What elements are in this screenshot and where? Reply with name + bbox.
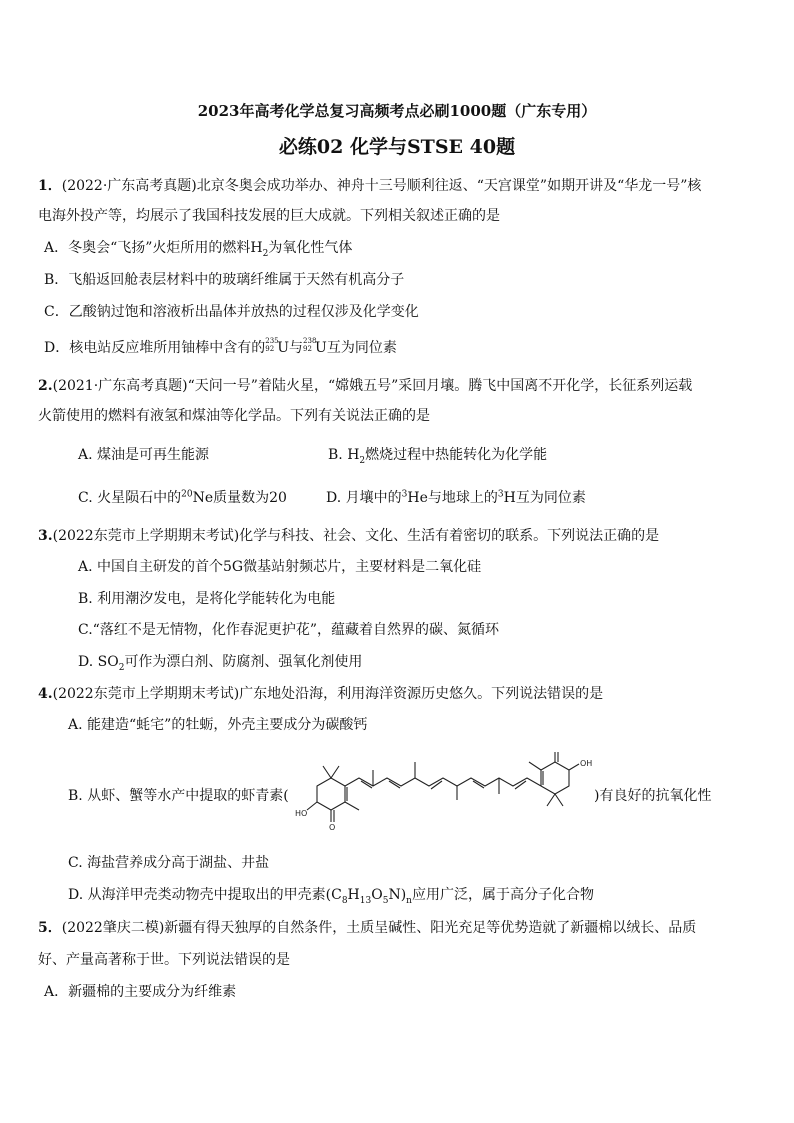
q2-option-d: D. 月壤中的$^3$He与地球上的$^3$H互为同位素: [326, 489, 586, 506]
q2-number: 2.: [38, 378, 53, 394]
q4-option-d: D. 从海洋甲壳类动物壳中提取出的甲壳素$(C_8H_{13}O_5N)_n$应用广泛，属于高分子化合物: [68, 887, 594, 906]
q1-option-b: B．飞船返回舱表层材料中的玻璃纤维属于天然有机高分子: [44, 272, 405, 288]
q4-option-c: C. 海盐营养成分高于湖盐、井盐: [68, 855, 270, 871]
q5-stem-line2: 好、产量高著称于世。下列说法错误的是: [38, 952, 290, 968]
q2-stem-line2: 火箭使用的燃料有液氢和煤油等化学品。下列有关说法正确的是: [38, 408, 430, 424]
q3-option-c: C.“落红不是无情物，化作春泥更护花”，蕴藏着自然界的碳、氮循环: [78, 622, 499, 638]
q2-option-b: B. $H_2$燃烧过程中热能转化为化学能: [328, 447, 548, 466]
document-subtitle: 必练02 化学与STSE 40题: [278, 136, 516, 158]
left-ring: [317, 778, 345, 810]
q1-option-a: A．冬奥会“飞扬”火炬所用的燃料$H_2$为氧化性气体: [44, 240, 353, 259]
q4-option-a: A. 能建造“蚝宅”的牡蛎，外壳主要成分为碳酸钙: [68, 717, 368, 733]
q1-stem-line2: 电海外投产等，均展示了我国科技发展的巨大成就。下列相关叙述正确的是: [38, 208, 500, 224]
q1-option-c: C．乙酸钠过饱和溶液析出晶体并放热的过程仅涉及化学变化: [44, 304, 419, 320]
astaxanthin-structure-image: [289, 752, 595, 832]
q1-option-d: D．核电站反应堆所用铀棒中含有的 235 92 U与 238 92 U互为同位素: [44, 337, 397, 356]
q4-option-b-prefix: B. 从虾、蟹等水产中提取的虾青素(: [68, 788, 289, 804]
q2-option-c: C. 火星陨石中的$^{20}$Ne质量数为20: [78, 489, 287, 506]
q3-stem: 3.(2022东莞市上学期期末考试)化学与科技、社会、文化、生活有着密切的联系。下列说法正确的是: [38, 528, 660, 544]
q4-option-b-suffix: )有良好的抗氧化性: [594, 788, 712, 804]
q5-option-a: A．新疆棉的主要成分为纤维素: [44, 984, 237, 1000]
q1-number: 1．: [38, 178, 62, 194]
q4-stem: 4.(2022东莞市上学期期末考试)广东地处沿海，利用海洋资源历史悠久。下列说法错误的是: [38, 686, 604, 702]
q1-stem-line1: 1．(2022·广东高考真题)北京冬奥会成功举办、神舟十三号顺利往返、“天宫课堂”如期开讲及“华龙一号”核: [38, 178, 702, 194]
q2-option-a: A. 煤油是可再生能源: [78, 447, 210, 463]
mol-oxygen-left: O: [329, 823, 336, 832]
q3-option-b: B. 利用潮汐发电，是将化学能转化为电能: [78, 591, 336, 607]
q3-option-a: A. 中国自主研发的首个5G微基站射频芯片，主要材料是二氧化硅: [78, 559, 482, 575]
q5-stem-line1: 5．(2022肇庆二模)新疆有得天独厚的自然条件，土质呈碱性、阳光充足等优势造就了新疆棉以绒长、品质: [38, 920, 697, 936]
mol-hydroxyl-left: HO: [295, 809, 308, 818]
q5-number: 5．: [38, 920, 62, 936]
q4-number: 4.: [38, 686, 53, 702]
document-title: 2023年高考化学总复习高频考点必刷1000题（广东专用）: [197, 102, 597, 120]
q2-stem-line1: 2.(2021·广东高考真题)“天问一号”着陆火星，“嫦娥五号”采回月壤。腾飞中国离不开化学，长征系列运载: [38, 378, 693, 394]
q3-number: 3.: [38, 528, 53, 544]
q3-option-d: D. $SO_2$可作为漂白剂、防腐剂、强氧化剂使用: [78, 654, 363, 673]
right-ring: [541, 762, 569, 794]
mol-hydroxyl-right: OH: [580, 759, 593, 768]
